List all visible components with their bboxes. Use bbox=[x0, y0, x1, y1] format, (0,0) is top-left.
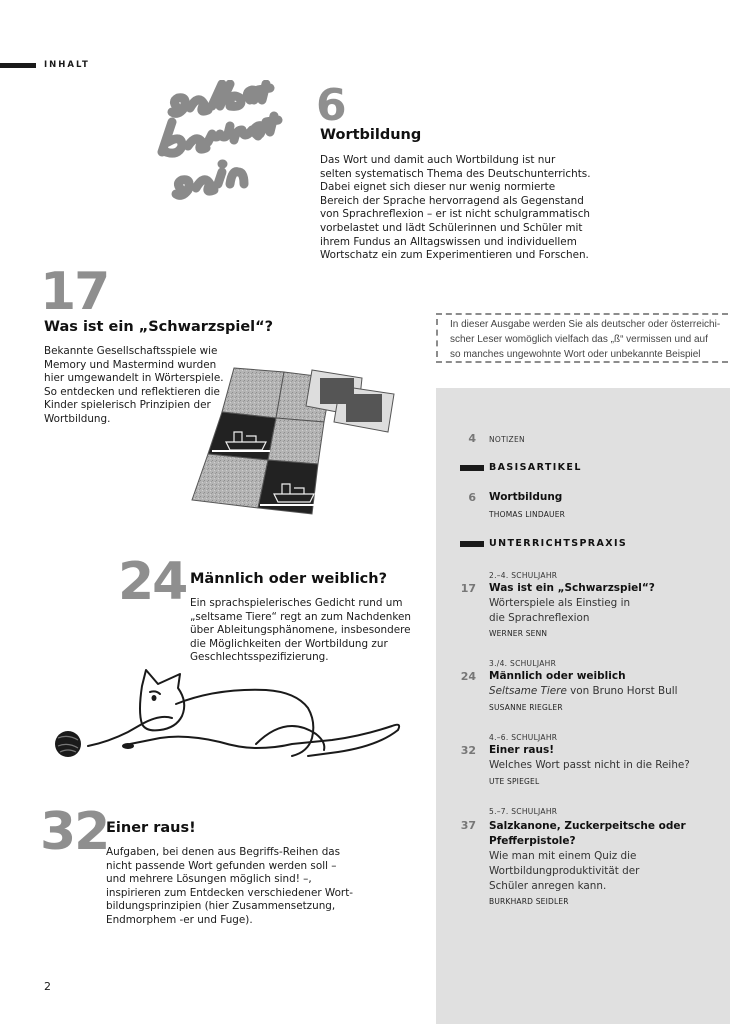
toc-entry-title[interactable]: Einer raus! bbox=[489, 744, 554, 756]
selbstbewusstsein-logo bbox=[150, 80, 310, 220]
toc-entry-title[interactable]: Was ist ein „Schwarzspiel“? bbox=[489, 582, 655, 594]
toc-notizen-label[interactable]: NOTIZEN bbox=[489, 435, 525, 444]
toc-entry-description: Wie man mit einem Quiz die Wortbildungproduktivität der Schüler anregen kann. bbox=[489, 850, 640, 892]
toc-basis-author: THOMAS LINDAUER bbox=[489, 510, 566, 519]
spelling-note-box: In dieser Ausgabe werden Sie als deutscher oder österreichi- scher Leser womöglich vielfach das „ß“ vermissen und auf so manches ungewohnte Wort oder unbekannte Beispiel bbox=[436, 313, 728, 363]
toc-entry-description: Wörterspiele als Einstieg in die Sprachreflexion bbox=[489, 597, 631, 624]
article-24-title: Männlich oder weiblich? bbox=[190, 571, 387, 587]
cat-drawing bbox=[46, 664, 418, 770]
toc-entry-description: Seltsame Tiere von Bruno Horst Bull bbox=[489, 685, 678, 697]
toc-entry-number: 32 bbox=[460, 744, 476, 757]
article-24-text: Ein sprachspielerisches Gedicht rund um „seltsame Tiere“ regt an zum Nachdenken über Ableitungsphänomene, insbesondere die Möglichkeiten der Wortbildung zur Geschlechtsspezifizierung. bbox=[190, 597, 411, 664]
article-24-number: 24 bbox=[118, 552, 187, 612]
toc-section-bar bbox=[460, 541, 484, 547]
toc-entry-title[interactable]: Salzkanone, Zuckerpeitsche oder Pfefferpistole? bbox=[489, 820, 686, 847]
article-17-title: Was ist ein „Schwarzspiel“? bbox=[44, 319, 274, 335]
header-label: INHALT bbox=[44, 60, 90, 70]
article-6-number: 6 bbox=[316, 80, 345, 131]
memory-cards-image bbox=[172, 364, 402, 528]
toc-section-basisartikel: BASISARTIKEL bbox=[489, 462, 582, 473]
toc-entry-number: 24 bbox=[460, 670, 476, 683]
article-17-number: 17 bbox=[40, 262, 109, 322]
toc-basis-number: 6 bbox=[468, 491, 476, 504]
toc-panel bbox=[436, 388, 730, 1024]
article-32-number: 32 bbox=[40, 802, 109, 862]
toc-entry-grade: 5.–7. SCHULJAHR bbox=[489, 807, 558, 816]
toc-entry-title[interactable]: Männlich oder weiblich bbox=[489, 670, 626, 682]
page-number: 2 bbox=[44, 980, 51, 993]
toc-entry-author: WERNER SENN bbox=[489, 629, 548, 638]
header-bar bbox=[0, 63, 36, 68]
toc-section-unterrichtspraxis: UNTERRICHTSPRAXIS bbox=[489, 538, 628, 549]
article-32-text: Aufgaben, bei denen aus Begriffs-Reihen das nicht passende Wort gefunden werden soll – und mehrere Lösungen möglich sind! –, inspirieren zum Entdecken verschiedener Wort- bildungsprinzipien (hier Zusammensetzung, Endmorphem -er und Fuge). bbox=[106, 846, 354, 926]
toc-entry-author: BURKHARD SEIDLER bbox=[489, 897, 569, 906]
article-6-title: Wortbildung bbox=[320, 127, 422, 143]
article-6-text: Das Wort und damit auch Wortbildung ist nur selten systematisch Thema des Deutschunterrichts. Dabei eignet sich dieser nur wenig normierte Bereich der Sprache hervorragend als Gegenstand von Sprachreflexion – er ist nicht schulgrammatisch vorbelastet und lädt Schülerinnen und Schüler mit ihrem Fundus an Alltagswissen und individuellem Wortschatz ein zum Experimentieren und Forschen. bbox=[320, 154, 591, 262]
article-17-text: Bekannte Gesellschaftsspiele wie Memory und Mastermind wurden hier umgewandelt in Wörterspiele. So entdecken und reflektieren die Kinder spielerisch Prinzipien der Wortbildung. bbox=[44, 345, 224, 425]
toc-entry-grade: 4.–6. SCHULJAHR bbox=[489, 733, 558, 742]
toc-notizen-number: 4 bbox=[468, 432, 476, 445]
toc-basis-title[interactable]: Wortbildung bbox=[489, 491, 563, 503]
toc-entry-grade: 3./4. SCHULJAHR bbox=[489, 659, 557, 668]
toc-entry-number: 17 bbox=[460, 582, 476, 595]
toc-entry-author: SUSANNE RIEGLER bbox=[489, 703, 563, 712]
toc-entry-description: Welches Wort passt nicht in die Reihe? bbox=[489, 759, 690, 771]
toc-entry-author: UTE SPIEGEL bbox=[489, 777, 540, 786]
toc-section-bar bbox=[460, 465, 484, 471]
toc-entry-number: 37 bbox=[460, 819, 476, 832]
toc-entry-grade: 2.–4. SCHULJAHR bbox=[489, 571, 558, 580]
article-32-title: Einer raus! bbox=[106, 820, 196, 836]
